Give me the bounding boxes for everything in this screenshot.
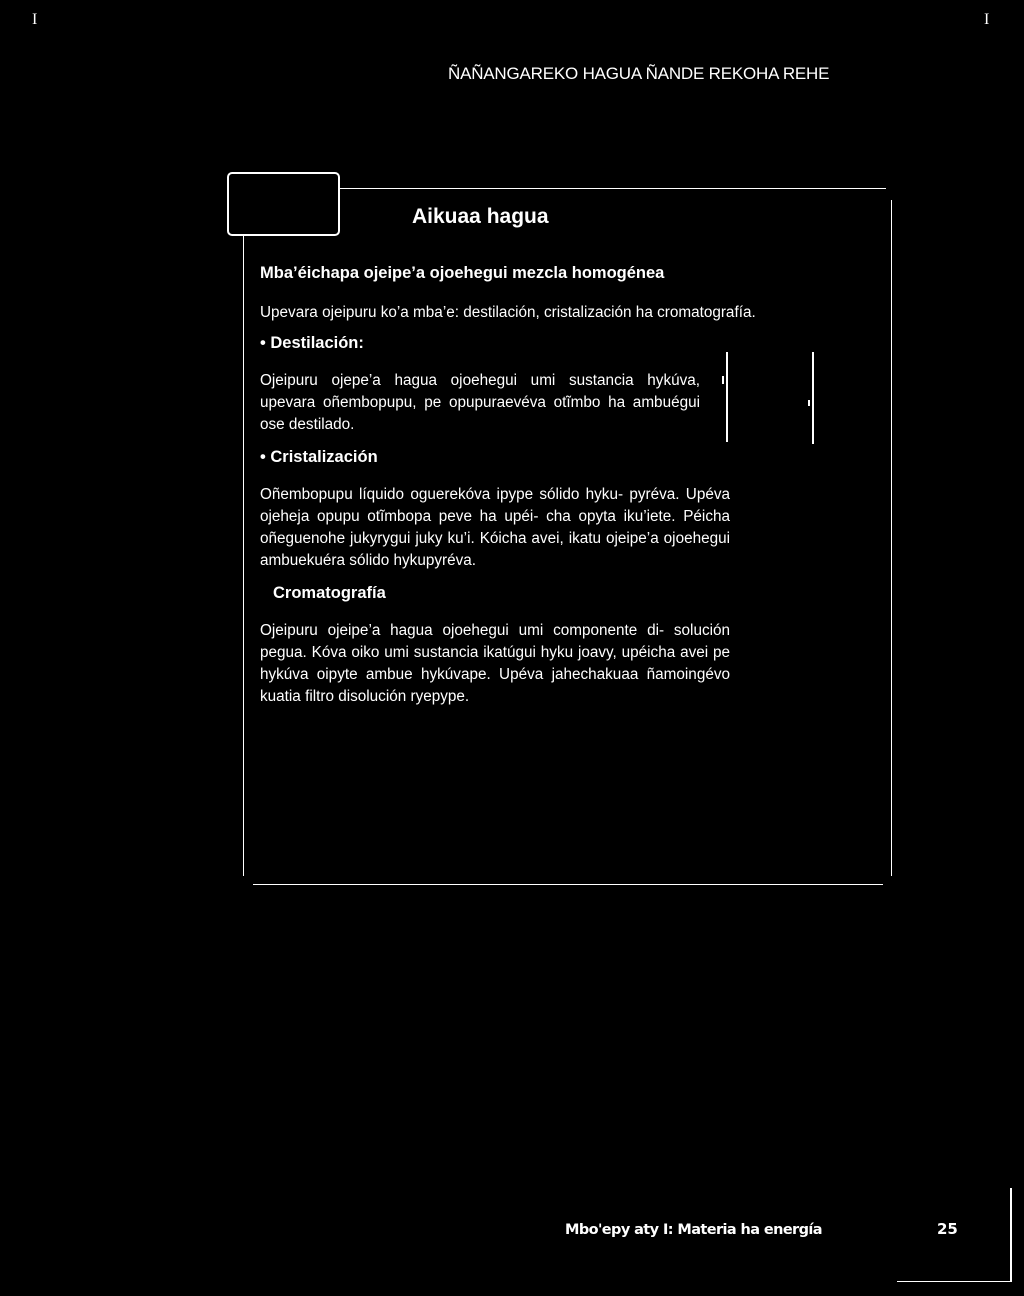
box-top-rule <box>340 188 886 189</box>
footer-vertical-rule <box>1010 1188 1012 1282</box>
text-line: pyréva. Upéva ojeheja opupu otĩmbopa peve ha upéi- <box>260 486 730 525</box>
text-line: joavy, upéicha avei pe hykúva oipyte ambue hykúvape. <box>260 644 730 683</box>
text-line: Ojeipuru ojeipe’a hagua ojoehegui umi componente di- <box>260 622 665 639</box>
page-number: 25 <box>937 1220 958 1238</box>
box-content <box>260 262 756 718</box>
text-line: Ojeipuru ojepe’a hagua ojoehegui umi sustancia <box>260 372 634 389</box>
crop-mark-right: I <box>984 11 990 28</box>
section-title-cristalizacion: • Cristalización <box>260 448 378 466</box>
text-line: Upéva jahechakuaa ñamoingévo kuatia filtro disolución <box>260 666 730 705</box>
text-line: solución pegua. Kóva oiko umi sustancia ikatúgui hyku <box>260 622 731 661</box>
text-line: cha opyta iku’iete. Péicha oñeguenohe jukyrygui juky <box>260 508 730 547</box>
distillation-diagram <box>720 350 820 450</box>
section-text-destilacion <box>260 370 700 436</box>
running-header: ÑAÑANGAREKO HAGUA ÑANDE REKOHA REHE <box>448 64 830 83</box>
box-intro: Upevara ojeipuru ko’a mba’e: destilación, cristalización ha cromatografía. <box>260 304 756 321</box>
box-heading: Mba’éichapa ojeipe’a ojoehegui mezcla homogénea <box>260 264 665 282</box>
section-title-destilacion: • Destilación: <box>260 334 364 352</box>
box-bottom-rule <box>253 884 883 885</box>
text-line: Oñembopupu líquido oguerekóva ipype sólido hyku- <box>260 486 624 503</box>
section-text-cristalizacion <box>260 484 730 572</box>
section-text-cromatografia <box>260 620 730 708</box>
crop-mark-left: I <box>32 11 38 28</box>
box-tab <box>227 172 340 236</box>
section-title-cromatografia: Cromatografía <box>273 584 386 602</box>
text-line: ryepype. <box>410 688 470 705</box>
text-line: hykúva, upevara oñembopupu, pe opupuraevéva <box>260 372 701 411</box>
text-line: ku’i. Kóicha avei, ikatu ojeipe’a ojoehegui ambuekuéra <box>260 530 731 569</box>
footer-horizontal-rule <box>897 1281 1012 1282</box>
box-left-rule <box>243 236 244 876</box>
box-right-rule <box>891 200 892 876</box>
text-line: sólido hykupyréva. <box>349 552 476 569</box>
footer-chapter-title: Mbo'epy aty I: Materia ha energía <box>565 1222 822 1238</box>
box-title: Aikuaa hagua <box>412 205 549 228</box>
text-line: otĩmbo ha ambuégui ose destilado. <box>260 394 700 433</box>
